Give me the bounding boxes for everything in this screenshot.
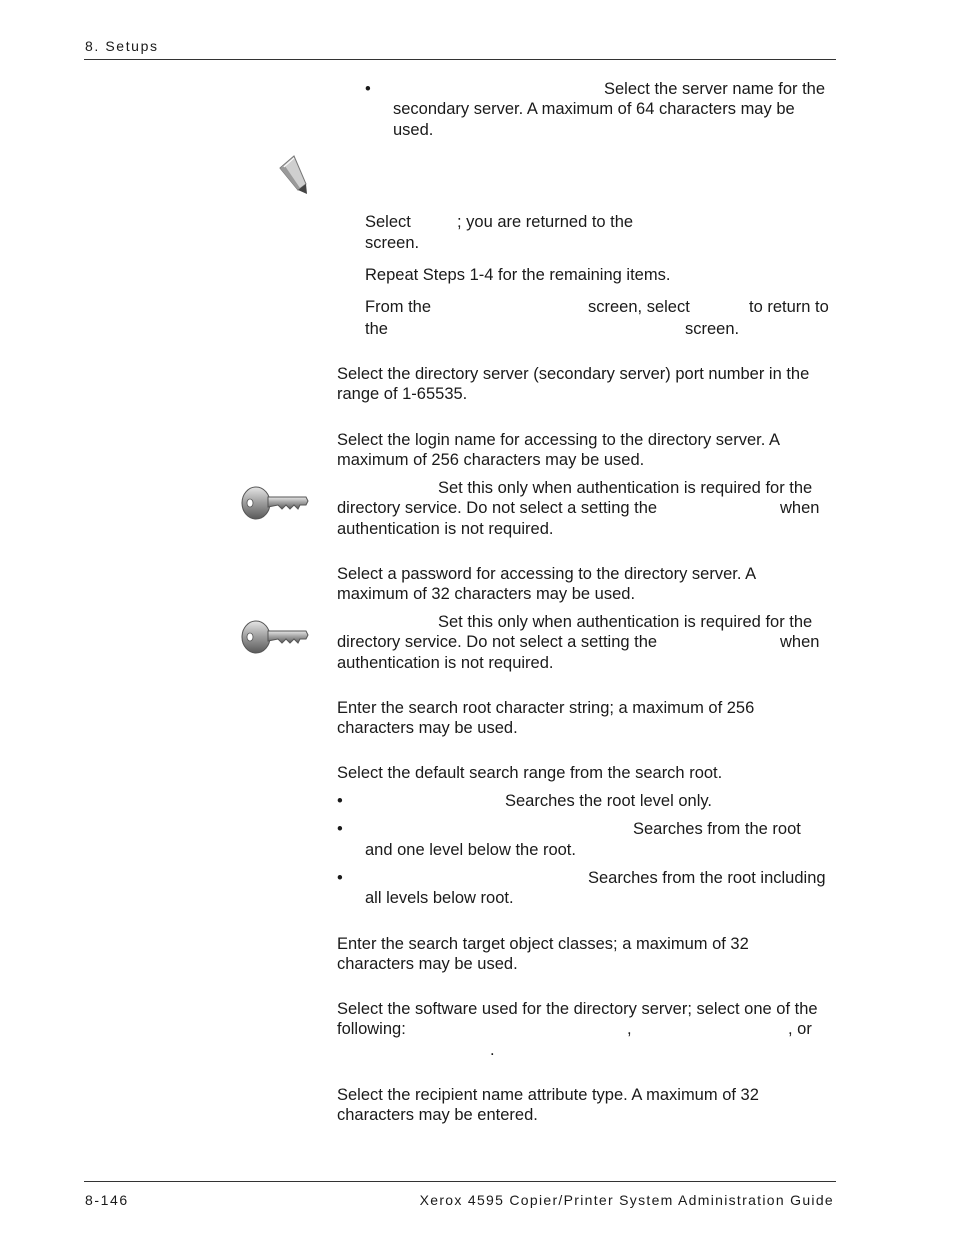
password-text: maximum of 32 characters may be used. xyxy=(337,585,636,603)
step-select-text: Select xyxy=(365,213,411,231)
step-from-text: the xyxy=(365,320,388,338)
step-select-text: ; you are returned to the xyxy=(457,213,634,231)
key-note-text: Set this only when authentication is required for the xyxy=(438,613,813,631)
step-from-text: screen, select xyxy=(588,298,690,316)
search-range-item: Searches from the root xyxy=(633,820,801,838)
pencil-note-icon xyxy=(276,154,310,196)
search-range-item: all levels below root. xyxy=(365,889,514,907)
password-text: Select a password for accessing to the directory server. A xyxy=(337,565,757,583)
step-select-text: screen. xyxy=(365,234,420,252)
key-note-text: Set this only when authentication is required for the xyxy=(438,479,813,497)
step-from-text: screen. xyxy=(685,320,740,338)
key-note-text: when xyxy=(780,499,820,517)
bullet-marker: • xyxy=(337,869,343,887)
port-text: range of 1-65535. xyxy=(337,385,468,403)
step-from-text: From the xyxy=(365,298,432,316)
software-text: . xyxy=(490,1041,495,1059)
page-number: 8-146 xyxy=(85,1192,129,1208)
software-text: , or xyxy=(788,1020,812,1038)
port-text: Select the directory server (secondary server) port number in the xyxy=(337,365,810,383)
recipient-text: characters may be entered. xyxy=(337,1106,538,1124)
search-range-item: and one level below the root. xyxy=(365,841,576,859)
key-note-text: authentication is not required. xyxy=(337,520,554,538)
search-range-item: Searches from the root including xyxy=(588,869,826,887)
key-note-text: when xyxy=(780,633,820,651)
software-text: Select the software used for the directory server; select one of the xyxy=(337,1000,818,1018)
search-range-item: Searches the root level only. xyxy=(505,792,712,810)
book-title: Xerox 4595 Copier/Printer System Administration Guide xyxy=(419,1192,834,1208)
step-from-text: to return to xyxy=(749,298,829,316)
search-root-text: Enter the search root character string; a maximum of 256 xyxy=(337,699,755,717)
bullet-marker: • xyxy=(337,820,343,838)
step-repeat-text: Repeat Steps 1-4 for the remaining items. xyxy=(365,266,671,284)
bullet-marker: • xyxy=(337,792,343,810)
software-text: following: xyxy=(337,1020,406,1038)
secondary-server-text: secondary server. A maximum of 64 characters may be xyxy=(393,100,795,118)
secondary-server-text: Select the server name for the xyxy=(604,80,826,98)
running-header: 8. Setups xyxy=(85,38,159,54)
recipient-text: Select the recipient name attribute type. A maximum of 32 xyxy=(337,1086,759,1104)
search-root-text: characters may be used. xyxy=(337,719,518,737)
secondary-server-text: used. xyxy=(393,121,434,139)
bullet-marker: • xyxy=(365,80,371,98)
software-text: , xyxy=(627,1020,632,1038)
key-note-text: directory service. Do not select a setting the xyxy=(337,499,658,517)
key-note-text: directory service. Do not select a setting the xyxy=(337,633,658,651)
login-text: maximum of 256 characters may be used. xyxy=(337,451,645,469)
key-icon xyxy=(240,619,310,655)
search-range-intro: Select the default search range from the search root. xyxy=(337,764,723,782)
key-note-text: authentication is not required. xyxy=(337,654,554,672)
key-icon xyxy=(240,485,310,521)
object-classes-text: Enter the search target object classes; a maximum of 32 xyxy=(337,935,749,953)
object-classes-text: characters may be used. xyxy=(337,955,518,973)
login-text: Select the login name for accessing to the directory server. A xyxy=(337,431,780,449)
header-rule xyxy=(84,59,836,60)
footer-rule xyxy=(84,1181,836,1182)
